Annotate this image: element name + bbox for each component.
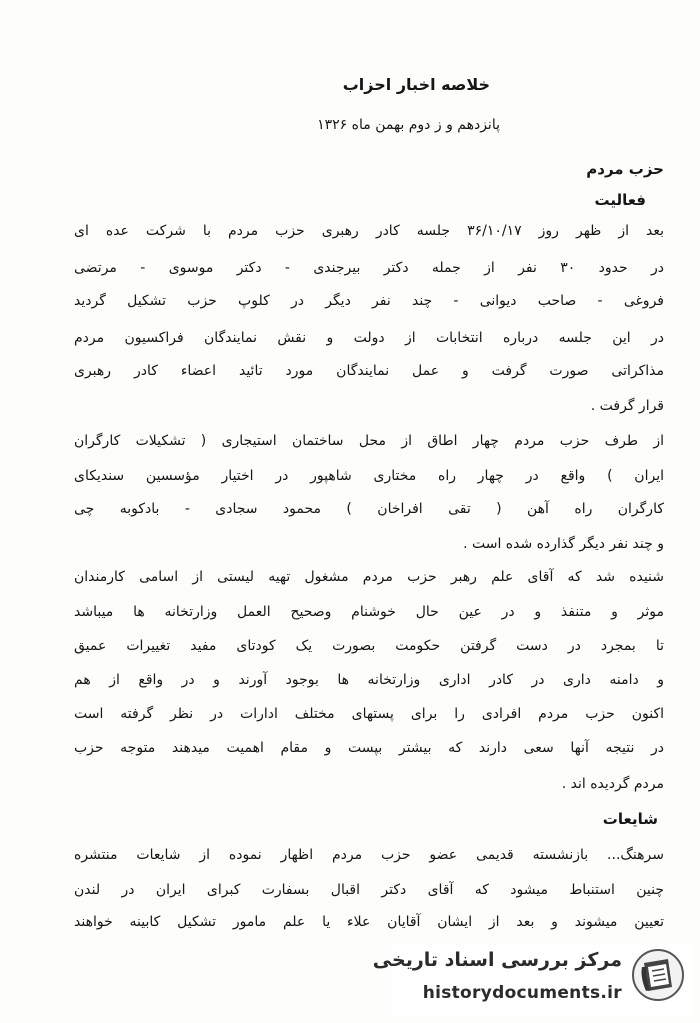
section-activity-heading: فعالیت	[594, 191, 646, 209]
activity-line: مذاکراتی صورت گرفت و عمل نمایندگان مورد تائید اعضاء کادر رهبری	[74, 363, 664, 379]
paragraph-line: از طرف حزب مردم چهار اطاق از محل ساختمان استیجاری ( تشکیلات کارگران	[74, 433, 664, 449]
paragraph-line: موثر و متنفذ و در عین حال خوشنام وصحیح العمل وزارتخانه ها میباشد	[74, 604, 664, 620]
document-title: خلاصه اخبار احزاب	[342, 76, 490, 94]
paragraph-line: شنیده شد که آقای علم رهبر حزب مردم مشغول تهیه لیستی از اسامی کارمندان	[74, 569, 664, 585]
activity-line: در حدود ۳۰ نفر از جمله دکتر بیرجندی - دکتر موسوی - مرتضی	[74, 260, 664, 276]
activity-line: در این جلسه درباره انتخابات از دولت و نقش نمایندگان فراکسیون مردم	[74, 330, 664, 346]
document-date: پانزدهم و ز دوم بهمن ماه ۱۳۲۶	[317, 117, 500, 133]
paragraph-line: ایران ) واقع در چهار راه مختاری شاهپور در اختیار مؤسسین سندیکای	[74, 468, 664, 484]
watermark-url: historydocuments.ir	[422, 983, 622, 1003]
rumor-line: چنین استنباط میشود که آقای دکتر اقبال بسفارت کبرای ایران در لندن	[74, 882, 664, 898]
paragraph-line: کارگران راه آهن ( تقی افراخان ) محمود سجادی - بادکوبه چی	[74, 501, 664, 517]
watermark-org-name: مرکز بررسی اسناد تاریخی	[372, 949, 622, 971]
watermark	[372, 945, 692, 1015]
paragraph-line: تا بمجرد در دست گرفتن حکومت بصورت یک کودتای مفید تغییرات عمیق	[74, 638, 664, 654]
history-documents-logo-icon	[630, 947, 686, 1003]
activity-line: بعد از ظهر روز ۳۶/۱۰/۱۷ جلسه کادر رهبری حزب مردم با شرکت عده ای	[74, 223, 664, 239]
section-rumors-heading: شایعات	[602, 810, 658, 828]
rumor-line: سرهنگ... بازنشسته قدیمی عضو حزب مردم اظهار نموده از شایعات منتشره	[74, 847, 664, 863]
paragraph-line: در نتیجه آنها سعی دارند که بیشتر بپست و مقام اهمیت میدهند متوجه حزب	[74, 740, 664, 756]
paragraph-line: و چند نفر دیگر گذارده شده است .	[463, 536, 664, 552]
paragraph-line: اکنون حزب مردم افرادی را برای پستهای مختلف ادارات در نظر گرفته است	[74, 706, 664, 722]
party-heading: حزب مردم	[586, 160, 664, 178]
paragraph-line: و دامنه داری در کادر اداری وزارتخانه ها بوجود آورند و در واقع از هم	[74, 672, 664, 688]
activity-line: فروغی - صاحب دیوانی - چند نفر دیگر در کلوپ حزب تشکیل گردید	[74, 293, 664, 309]
paragraph-line: مردم گردیده اند .	[561, 776, 664, 792]
activity-line: قرار گرفت .	[590, 398, 664, 414]
rumor-line: تعیین میشوند و بعد از ایشان آقایان علاء یا علم مامور تشکیل کابینه خواهند	[74, 914, 664, 930]
